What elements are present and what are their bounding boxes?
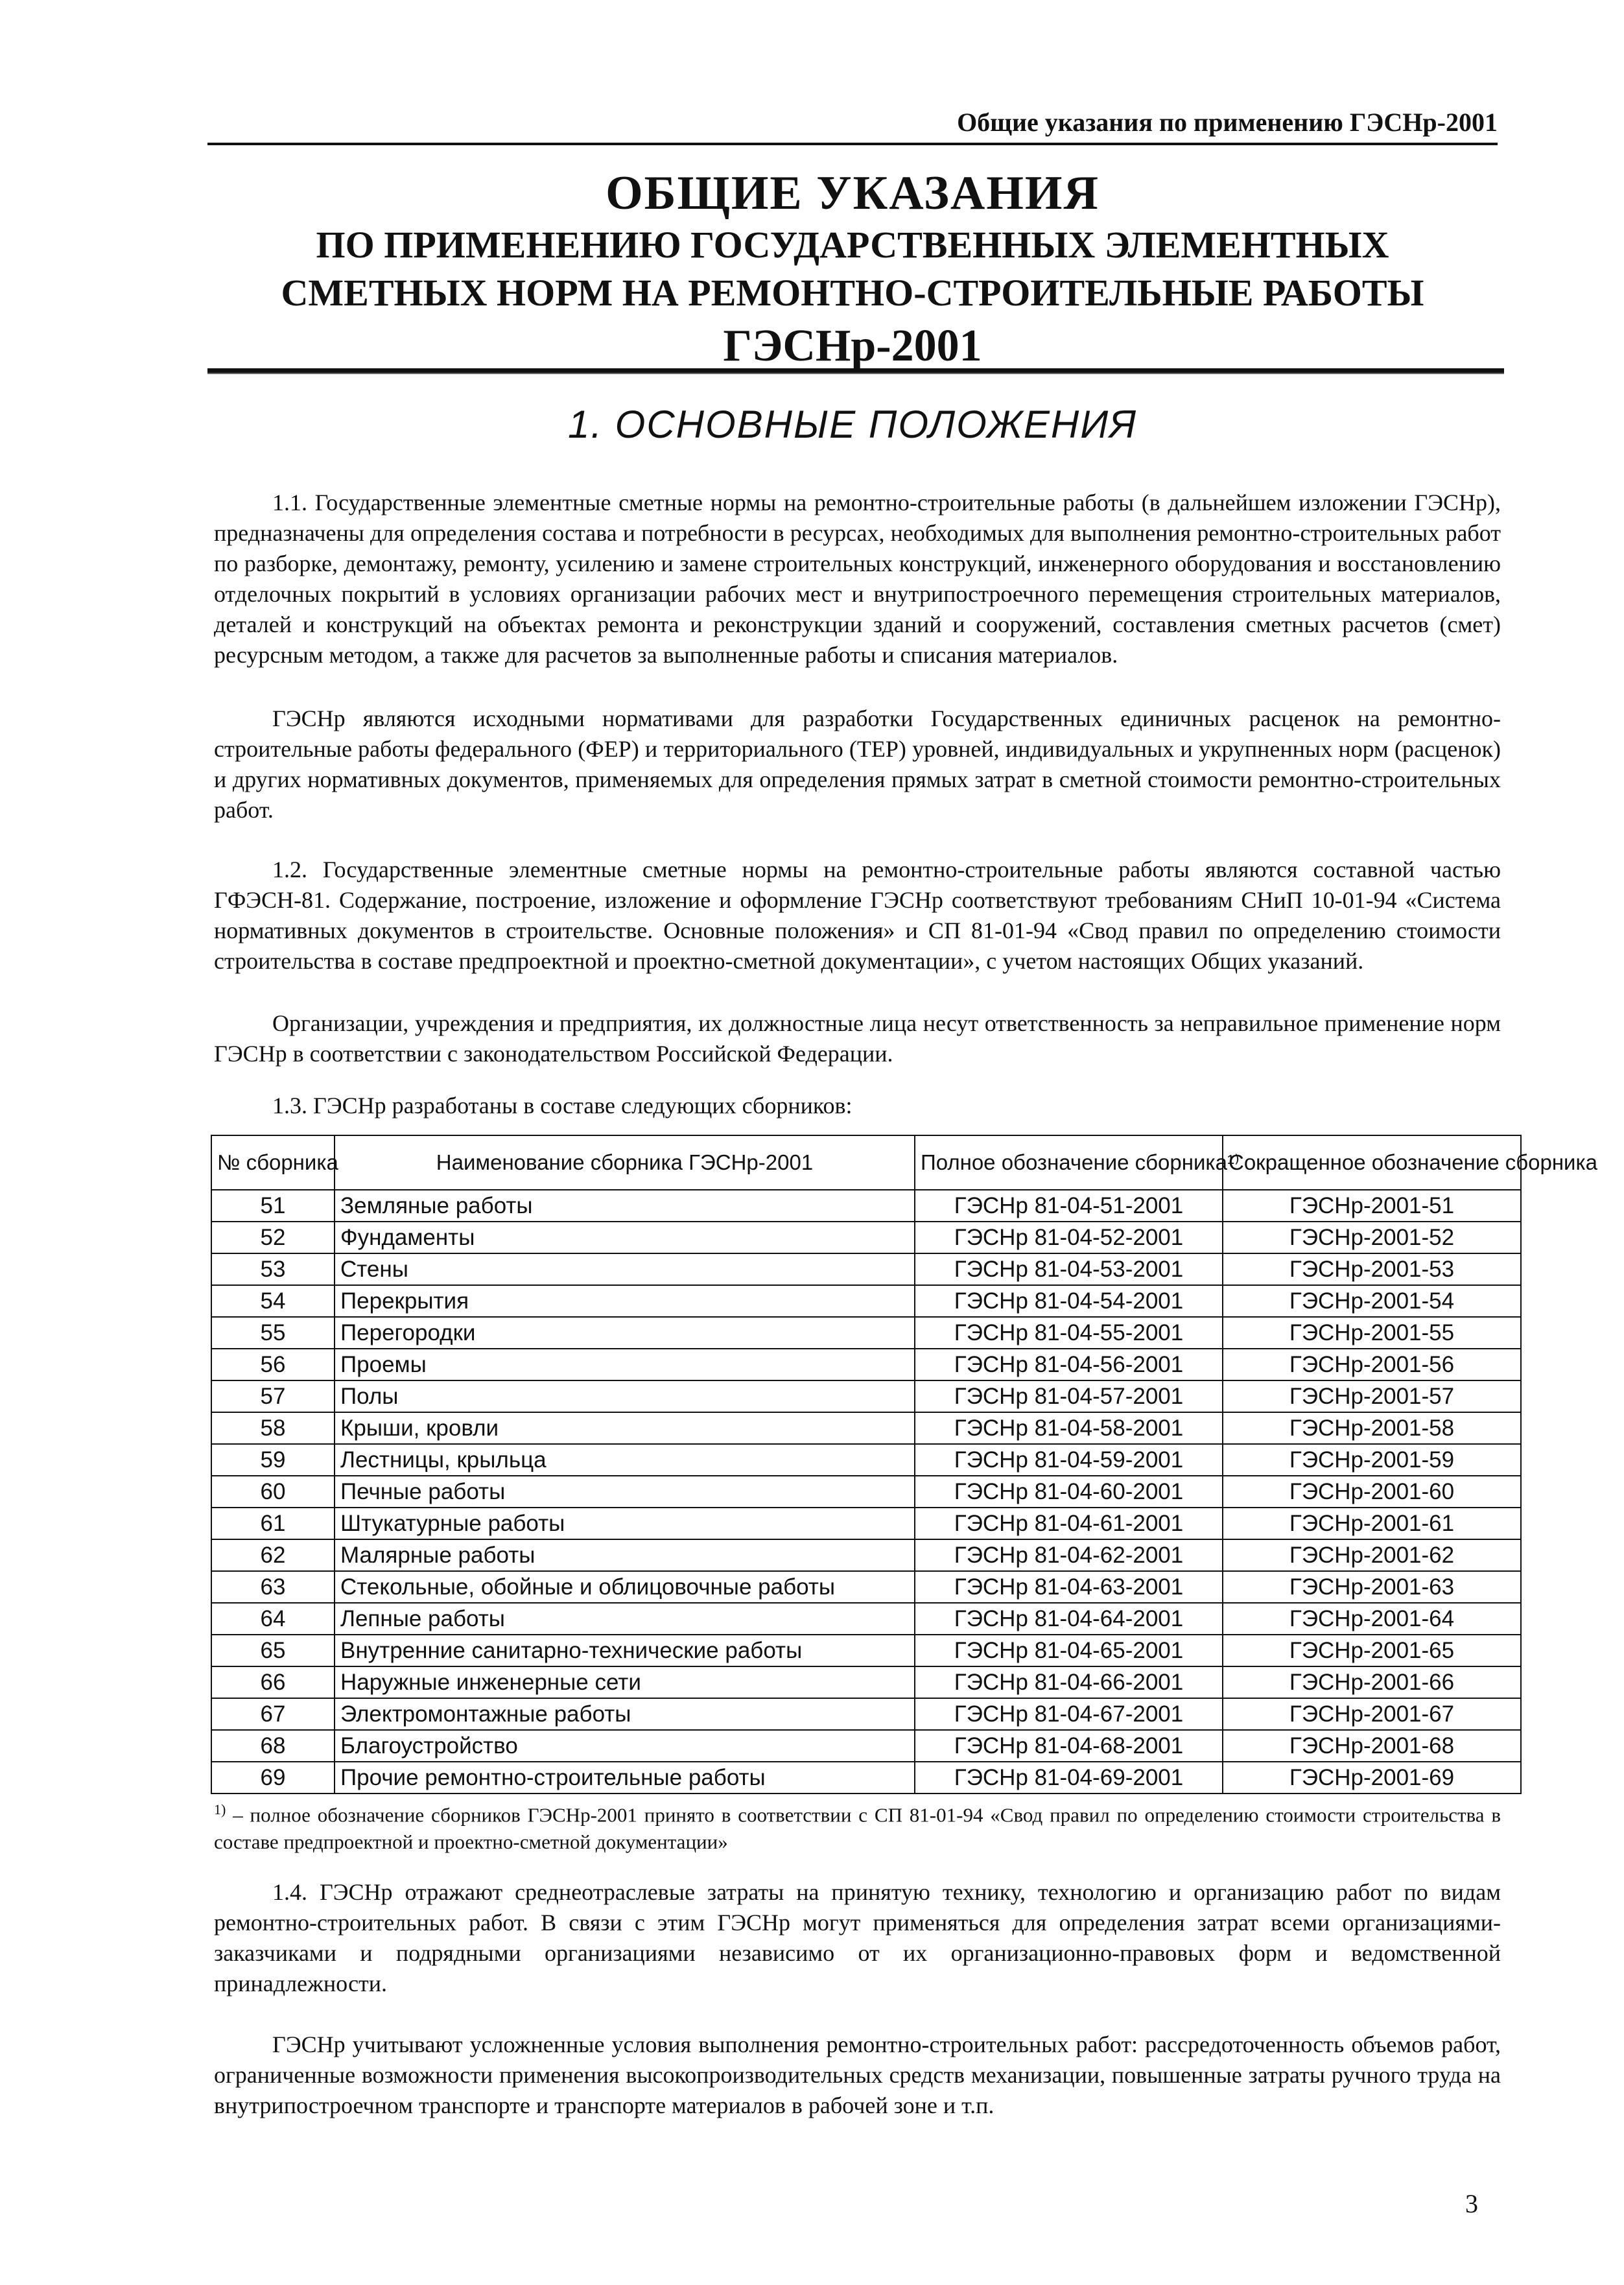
- table-row: [211, 1349, 1521, 1380]
- cell-collection-name: Печные работы: [335, 1476, 915, 1508]
- table-row: [211, 1317, 1521, 1349]
- cell-full-designation: ГЭСНр 81-04-54-2001: [915, 1285, 1223, 1317]
- table-row: [211, 1444, 1521, 1476]
- cell-collection-name: Малярные работы: [335, 1539, 915, 1571]
- collections-table: [211, 1135, 1598, 1794]
- cell-full-designation: ГЭСНр 81-04-59-2001: [915, 1444, 1223, 1476]
- cell-collection-number: 60: [211, 1476, 335, 1508]
- cell-collection-number: 51: [211, 1190, 335, 1222]
- cell-short-designation: ГЭСНр-2001-57: [1223, 1380, 1521, 1412]
- header-full-designation: Полное обозначение сборника¹⁾: [915, 1135, 1223, 1190]
- table-row: [211, 1698, 1521, 1730]
- cell-short-designation: ГЭСНр-2001-69: [1223, 1762, 1521, 1794]
- header-collection-number: № сборника: [211, 1135, 335, 1190]
- cell-collection-name: Полы: [335, 1380, 915, 1412]
- cell-collection-name: Земляные работы: [335, 1190, 915, 1222]
- title-divider: [207, 368, 1504, 374]
- cell-full-designation: ГЭСНр 81-04-52-2001: [915, 1222, 1223, 1253]
- cell-collection-number: 68: [211, 1730, 335, 1762]
- section-heading: 1. ОСНОВНЫЕ ПОЛОЖЕНИЯ: [567, 403, 1138, 446]
- table-row: [211, 1412, 1521, 1444]
- title-line-2: ПО ПРИМЕНЕНИЮ ГОСУДАРСТВЕННЫХ ЭЛЕМЕНТНЫХ: [316, 224, 1389, 266]
- paragraph-1-1: 1.1. Государственные элементные сметные нормы на ремонтно-строительные работы (в дальнейшем изложении ГЭСНр), предназначены для определения состава и потребности в ресурсах, необходимых для выполнения ремонтно-строительных работ по разборке, демонтажу, ремонту, усилению и замене строительных конструкций, инженерного оборудования и восстановлению отделочных покрытий в условиях организации рабочих мест и внутрипостроечного перемещения строительных материалов, деталей и конструкций на объектах ремонта и реконструкции зданий и сооружений, составления сметных расчетов (смет) ресурсным методом, а также для расчетов за выполненные работы и списания материалов.: [214, 490, 1501, 668]
- title-line-4: ГЭСНр-2001: [723, 321, 982, 371]
- cell-short-designation: ГЭСНр-2001-67: [1223, 1698, 1521, 1730]
- cell-collection-number: 63: [211, 1571, 335, 1603]
- cell-collection-number: 58: [211, 1412, 335, 1444]
- cell-collection-name: Лестницы, крыльца: [335, 1444, 915, 1476]
- cell-short-designation: ГЭСНр-2001-51: [1223, 1190, 1521, 1222]
- cell-collection-name: Благоустройство: [335, 1730, 915, 1762]
- cell-collection-number: 65: [211, 1635, 335, 1666]
- table-row: [211, 1762, 1521, 1794]
- cell-full-designation: ГЭСНр 81-04-68-2001: [915, 1730, 1223, 1762]
- cell-collection-number: 62: [211, 1539, 335, 1571]
- table-body: [211, 1190, 1521, 1794]
- table-row: [211, 1508, 1521, 1539]
- cell-short-designation: ГЭСНр-2001-68: [1223, 1730, 1521, 1762]
- running-head: Общие указания по применению ГЭСНр-2001: [207, 107, 1498, 145]
- paragraph-1-3: 1.3. ГЭСНр разработаны в составе следующих сборников:: [272, 1093, 853, 1119]
- cell-short-designation: ГЭСНр-2001-59: [1223, 1444, 1521, 1476]
- cell-short-designation: ГЭСНр-2001-56: [1223, 1349, 1521, 1380]
- cell-collection-number: 67: [211, 1698, 335, 1730]
- cell-short-designation: ГЭСНр-2001-66: [1223, 1666, 1521, 1698]
- cell-short-designation: ГЭСНр-2001-58: [1223, 1412, 1521, 1444]
- table-row: [211, 1222, 1521, 1253]
- cell-collection-name: Крыши, кровли: [335, 1412, 915, 1444]
- footnote-text: – полное обозначение сборников ГЭСНр-2001 принято в соответствии с СП 81-01-94 «Свод правил по определению стоимости строительства в составе предпроектной и проектно-сметной документации»: [214, 1803, 1501, 1854]
- table-row: [211, 1635, 1521, 1666]
- table-row: [211, 1730, 1521, 1762]
- table-row: [211, 1603, 1521, 1635]
- cell-full-designation: ГЭСНр 81-04-60-2001: [915, 1476, 1223, 1508]
- cell-short-designation: ГЭСНр-2001-63: [1223, 1571, 1521, 1603]
- cell-collection-name: Фундаменты: [335, 1222, 915, 1253]
- cell-short-designation: ГЭСНр-2001-52: [1223, 1222, 1521, 1253]
- cell-short-designation: ГЭСНр-2001-62: [1223, 1539, 1521, 1571]
- table-row: [211, 1253, 1521, 1285]
- cell-collection-number: 56: [211, 1349, 335, 1380]
- cell-short-designation: ГЭСНр-2001-65: [1223, 1635, 1521, 1666]
- footnote-marker: 1): [214, 1801, 226, 1817]
- cell-short-designation: ГЭСНр-2001-55: [1223, 1317, 1521, 1349]
- cell-collection-name: Лепные работы: [335, 1603, 915, 1635]
- paragraph-1-1-continued: ГЭСНр являются исходными нормативами для разработки Государственных единичных расценок на ремонтно-строительные работы федерального (ФЕР) и территориального (ТЕР) уровней, индивидуальных и укрупненных норм (расценок) и других нормативных документов, применяемых для определения прямых затрат в сметной стоимости ремонтно-строительных работ.: [214, 705, 1501, 823]
- cell-collection-name: Стены: [335, 1253, 915, 1285]
- cell-collection-name: Внутренние санитарно-технические работы: [335, 1635, 915, 1666]
- header-collection-name: Наименование сборника ГЭСНр-2001: [335, 1135, 915, 1190]
- cell-full-designation: ГЭСНр 81-04-53-2001: [915, 1253, 1223, 1285]
- table-row: [211, 1285, 1521, 1317]
- cell-collection-name: Проемы: [335, 1349, 915, 1380]
- cell-full-designation: ГЭСНр 81-04-62-2001: [915, 1539, 1223, 1571]
- paragraph-1-4-continued: ГЭСНр учитывают усложненные условия выполнения ремонтно-строительных работ: рассредоточенность объемов работ, ограниченные возможности применения высокопроизводительных средств механизации, повышенные затраты ручного труда на внутрипостроечном транспорте и транспорте материалов в рабочей зоне и т.п.: [214, 2031, 1501, 2118]
- cell-full-designation: ГЭСНр 81-04-61-2001: [915, 1508, 1223, 1539]
- title-line-1: ОБЩИЕ УКАЗАНИЯ: [606, 167, 1100, 220]
- cell-full-designation: ГЭСНр 81-04-69-2001: [915, 1762, 1223, 1794]
- cell-full-designation: ГЭСНр 81-04-63-2001: [915, 1571, 1223, 1603]
- page-number: 3: [1465, 2189, 1478, 2218]
- cell-collection-name: Штукатурные работы: [335, 1508, 915, 1539]
- footnote: [214, 1796, 1501, 1856]
- cell-collection-name: Перегородки: [335, 1317, 915, 1349]
- table-row: [211, 1190, 1521, 1222]
- cell-collection-name: Перекрытия: [335, 1285, 915, 1317]
- cell-collection-name: Прочие ремонтно-строительные работы: [335, 1762, 915, 1794]
- cell-collection-number: 59: [211, 1444, 335, 1476]
- table-row: [211, 1539, 1521, 1571]
- cell-collection-number: 54: [211, 1285, 335, 1317]
- cell-full-designation: ГЭСНр 81-04-65-2001: [915, 1635, 1223, 1666]
- cell-full-designation: ГЭСНр 81-04-56-2001: [915, 1349, 1223, 1380]
- cell-short-designation: ГЭСНр-2001-64: [1223, 1603, 1521, 1635]
- cell-full-designation: ГЭСНр 81-04-66-2001: [915, 1666, 1223, 1698]
- cell-collection-number: 55: [211, 1317, 335, 1349]
- title-line-3: СМЕТНЫХ НОРМ НА РЕМОНТНО-СТРОИТЕЛЬНЫЕ РАБОТЫ: [281, 272, 1424, 314]
- cell-full-designation: ГЭСНр 81-04-67-2001: [915, 1698, 1223, 1730]
- table-row: [211, 1380, 1521, 1412]
- table-header-row: [211, 1135, 1521, 1190]
- cell-short-designation: ГЭСНр-2001-54: [1223, 1285, 1521, 1317]
- cell-collection-number: 64: [211, 1603, 335, 1635]
- paragraph-1-2-continued: Организации, учреждения и предприятия, их должностные лица несут ответственность за неправильное применение норм ГЭСНр в соответствии с законодательством Российской Федерации.: [214, 1010, 1501, 1067]
- cell-collection-number: 52: [211, 1222, 335, 1253]
- paragraph-1-4: 1.4. ГЭСНр отражают среднеотраслевые затраты на принятую технику, технологию и организацию работ по видам ремонтно-строительных работ. В связи с этим ГЭСНр могут применяться для определения затрат всеми организациями-заказчиками и подрядными организациями независимо от их организационно-правовых форм и ведомственной принадлежности.: [214, 1879, 1501, 1996]
- document-title: [207, 165, 1498, 375]
- paragraph-1-2: 1.2. Государственные элементные сметные нормы на ремонтно-строительные работы являются составной частью ГФЭСН-81. Содержание, построение, изложение и оформление ГЭСНр соответствуют требованиям СНиП 10-01-94 «Система нормативных документов в строительстве. Основные положения» и СП 81-01-94 «Свод правил по определению стоимости строительства в составе предпроектной и проектно-сметной документации», с учетом настоящих Общих указаний.: [214, 857, 1501, 974]
- header-short-designation: Сокращенное обозначение сборника: [1223, 1135, 1521, 1190]
- table-row: [211, 1476, 1521, 1508]
- cell-full-designation: ГЭСНр 81-04-64-2001: [915, 1603, 1223, 1635]
- cell-collection-name: Стекольные, обойные и облицовочные работы: [335, 1571, 915, 1603]
- cell-collection-number: 61: [211, 1508, 335, 1539]
- cell-collection-name: Наружные инженерные сети: [335, 1666, 915, 1698]
- cell-collection-number: 57: [211, 1380, 335, 1412]
- cell-full-designation: ГЭСНр 81-04-55-2001: [915, 1317, 1223, 1349]
- cell-full-designation: ГЭСНр 81-04-58-2001: [915, 1412, 1223, 1444]
- cell-full-designation: ГЭСНр 81-04-51-2001: [915, 1190, 1223, 1222]
- table-row: [211, 1571, 1521, 1603]
- cell-collection-number: 69: [211, 1762, 335, 1794]
- cell-short-designation: ГЭСНр-2001-60: [1223, 1476, 1521, 1508]
- cell-full-designation: ГЭСНр 81-04-57-2001: [915, 1380, 1223, 1412]
- cell-short-designation: ГЭСНр-2001-53: [1223, 1253, 1521, 1285]
- cell-collection-number: 53: [211, 1253, 335, 1285]
- cell-short-designation: ГЭСНр-2001-61: [1223, 1508, 1521, 1539]
- table-row: [211, 1666, 1521, 1698]
- cell-collection-number: 66: [211, 1666, 335, 1698]
- cell-collection-name: Электромонтажные работы: [335, 1698, 915, 1730]
